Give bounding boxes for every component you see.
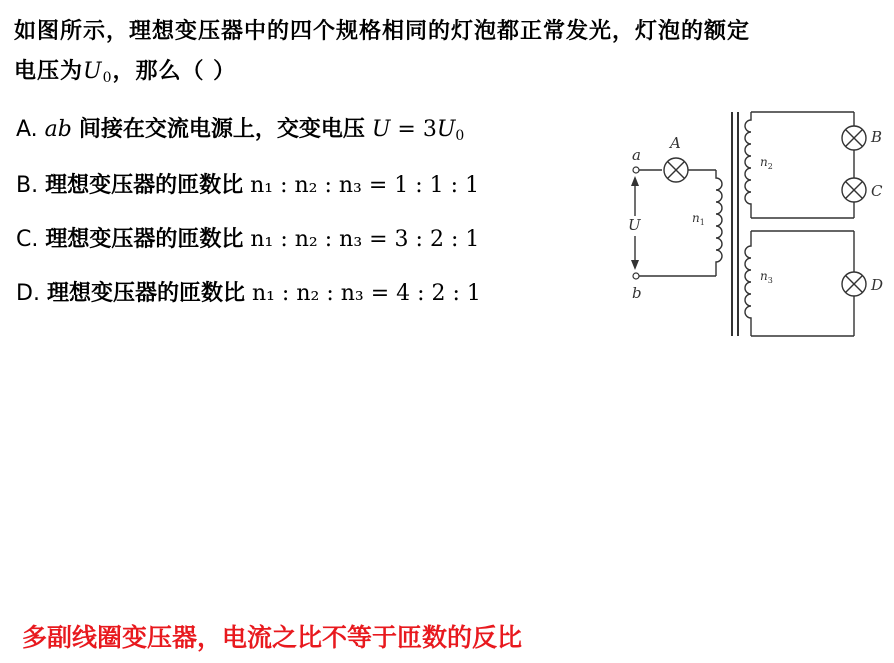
label-lamp-a: A	[670, 134, 681, 152]
u-arrow-up-head	[631, 176, 639, 186]
option-a-formula-rhs: U	[436, 117, 456, 142]
label-u: U	[628, 216, 641, 234]
label-lamp-b: B	[871, 128, 883, 146]
option-d-formula: n₁ : n₂ : n₃ = 4 : 2 : 1	[251, 281, 481, 306]
option-c-label: C.	[16, 227, 39, 252]
rated-voltage-var: U	[83, 59, 103, 84]
label-n3: $n_3$	[760, 269, 773, 285]
question-prefix: 电压为	[14, 59, 84, 84]
question-suffix: ，那么（ ）	[112, 59, 237, 84]
option-b-formula: n₁ : n₂ : n₃ = 1 : 1 : 1	[250, 173, 480, 198]
question-line-1: 如图所示，理想变压器中的四个规格相同的灯泡都正常发光，灯泡的额定	[14, 19, 751, 44]
secondary-coil-n3	[745, 231, 751, 336]
question-line-2	[14, 54, 236, 86]
transformer-circuit-diagram	[618, 104, 888, 344]
label-lamp-d: D	[871, 276, 884, 294]
primary-coil-n1	[716, 170, 722, 276]
option-b-text: 理想变压器的匝数比	[45, 173, 244, 198]
option-a-var: ab	[44, 117, 72, 142]
option-a-label: A.	[16, 117, 38, 142]
label-lamp-c: C	[871, 182, 883, 200]
option-d-label: D.	[16, 281, 40, 306]
option-a-text: 间接在交流电源上，交变电压	[78, 117, 365, 142]
option-b[interactable]	[16, 168, 479, 199]
option-a[interactable]	[16, 112, 464, 144]
option-a-formula-lhs: U	[371, 117, 391, 142]
option-c-text: 理想变压器的匝数比	[45, 227, 244, 252]
label-n2: $n_2$	[760, 155, 773, 171]
label-n1: $n_1$	[692, 211, 705, 227]
option-c[interactable]	[16, 222, 479, 253]
rated-voltage-sub: 0	[102, 70, 113, 86]
option-c-formula: n₁ : n₂ : n₃ = 3 : 2 : 1	[250, 227, 480, 252]
label-a: a	[632, 146, 641, 164]
secondary-coil-n2	[745, 112, 751, 218]
option-a-formula-sub: 0	[455, 128, 465, 144]
u-arrow-down-head	[631, 260, 639, 270]
terminal-a	[633, 167, 639, 173]
label-b: b	[632, 284, 642, 302]
option-a-formula-eq: = 3	[390, 117, 437, 142]
analysis-note: 多副线圈变压器，电流之比不等于匝数的反比	[22, 623, 523, 652]
option-b-label: B.	[16, 173, 39, 198]
terminal-b	[633, 273, 639, 279]
option-d-text: 理想变压器的匝数比	[46, 281, 245, 306]
option-d[interactable]	[16, 276, 481, 307]
